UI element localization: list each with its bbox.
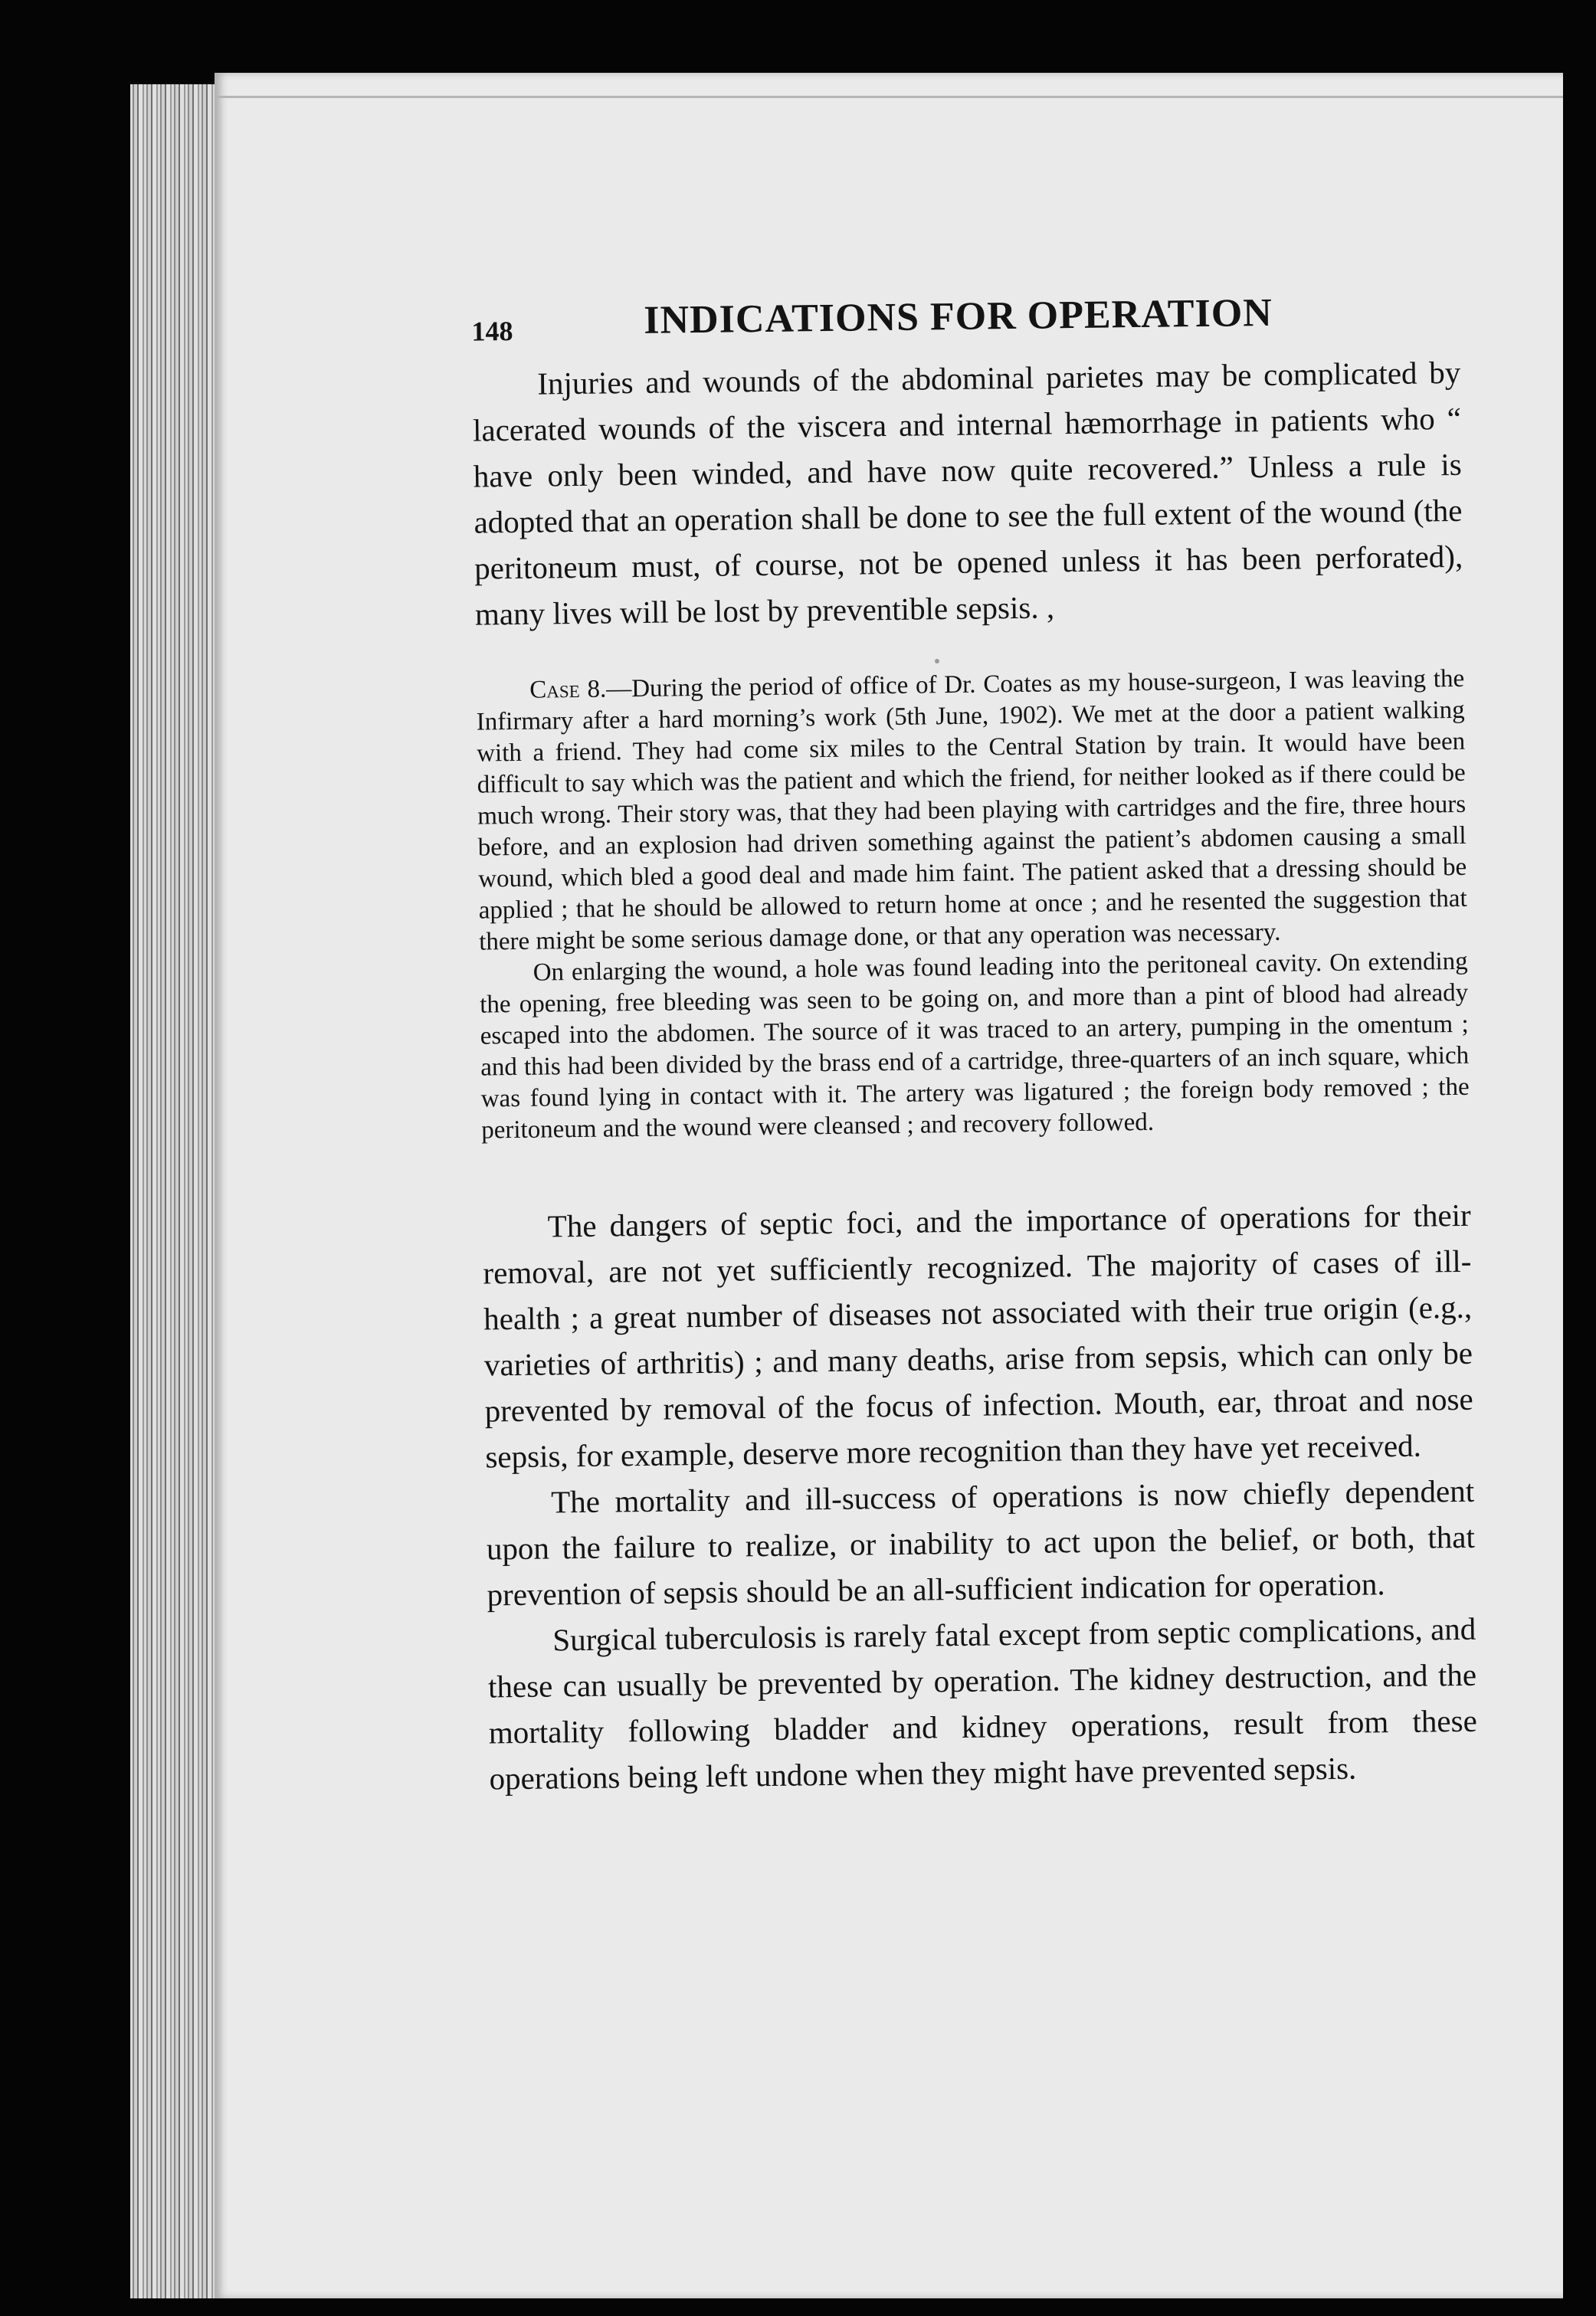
case-8-paragraph	[476, 663, 1467, 958]
book-page-edges	[130, 84, 215, 2298]
paragraph-mortality: The mortality and ill-success of operations is now chiefly dependent upon the failure to realize, or inability to act upon the belief, or both, that prevention of sepsis should be an all-sufficient indication for operation.	[486, 1472, 1476, 1613]
paragraph-septic-foci: The dangers of septic foci, and the importance of operations for their removal, are not yet sufficiently recognized. The majority of cases of ill-health ; a great number of diseases not associated with their true origin (e.g., varieties of arthritis) ; and many deaths, arise from sepsis, which can only be prevented by removal of the focus of infection. Mouth, ear, throat and nose sepsis, for example, deserve more recognition than they have yet received.	[483, 1197, 1473, 1475]
case-8-operation-paragraph: On enlarging the wound, a hole was found leading into the peritoneal cavity. On extending the opening, free bleeding was seen to be going on, and more than a pint of blood had already escaped into the abdomen. The source of it was traced to an artery, pumping in the omentum ; and this had been divided by the brass end of a cartridge, three-quarters of an inch square, which was found lying in contact with it. The artery was ligatured ; the foreign body removed ; the peritoneum and the wound were cleansed ; and recovery followed.	[479, 947, 1470, 1145]
page-number: 148	[471, 315, 513, 347]
case-8-text: —During the period of office of Dr. Coates as my house-surgeon, I was leaving the Infirmary after a hard morning’s work (5th June, 1902). We met at the door a patient walking with a friend. They had come six miles to the Central Station by train. It would have been difficult to say which was the patient and which the friend, for neither looked as if there could be much wrong. Their story was, that they had been playing with cartridges and the fire, three hours before, and an explosion had driven something against the patient’s abdomen causing a small wound, which bled a good deal and made him faint. The patient asked that a dressing should be applied ; that he should be allowed to return home at once ; and he resented the suggestion that there might be some serious damage done, or that any operation was necessary.	[476, 664, 1467, 956]
paragraph-injuries: Injuries and wounds of the abdominal parietes may be complicated by lacerated wounds of the viscera and internal hæmorrhage in patients who “ have only been winded, and have now quite recovered.” Unless a rule is adopted that an operation shall be done to see the full extent of the wound (the peritoneum must, of course, not be opened unless it has been perforated), many lives will be lost by preventible sepsis. ,	[472, 354, 1463, 632]
page-top-edge	[215, 96, 1563, 98]
paragraph-tuberculosis: Surgical tuberculosis is rarely fatal except from septic complications, and these can usually be prevented by operation. The kidney destruction, and the mortality following bladder and kidney operations, result from these operations being left undone when they might have prevented sepsis.	[487, 1610, 1478, 1797]
page-title: INDICATIONS FOR OPERATION	[643, 290, 1273, 342]
case-label: Case 8.	[529, 675, 607, 704]
body-text	[472, 349, 1478, 1802]
text-column	[261, 288, 1482, 1804]
